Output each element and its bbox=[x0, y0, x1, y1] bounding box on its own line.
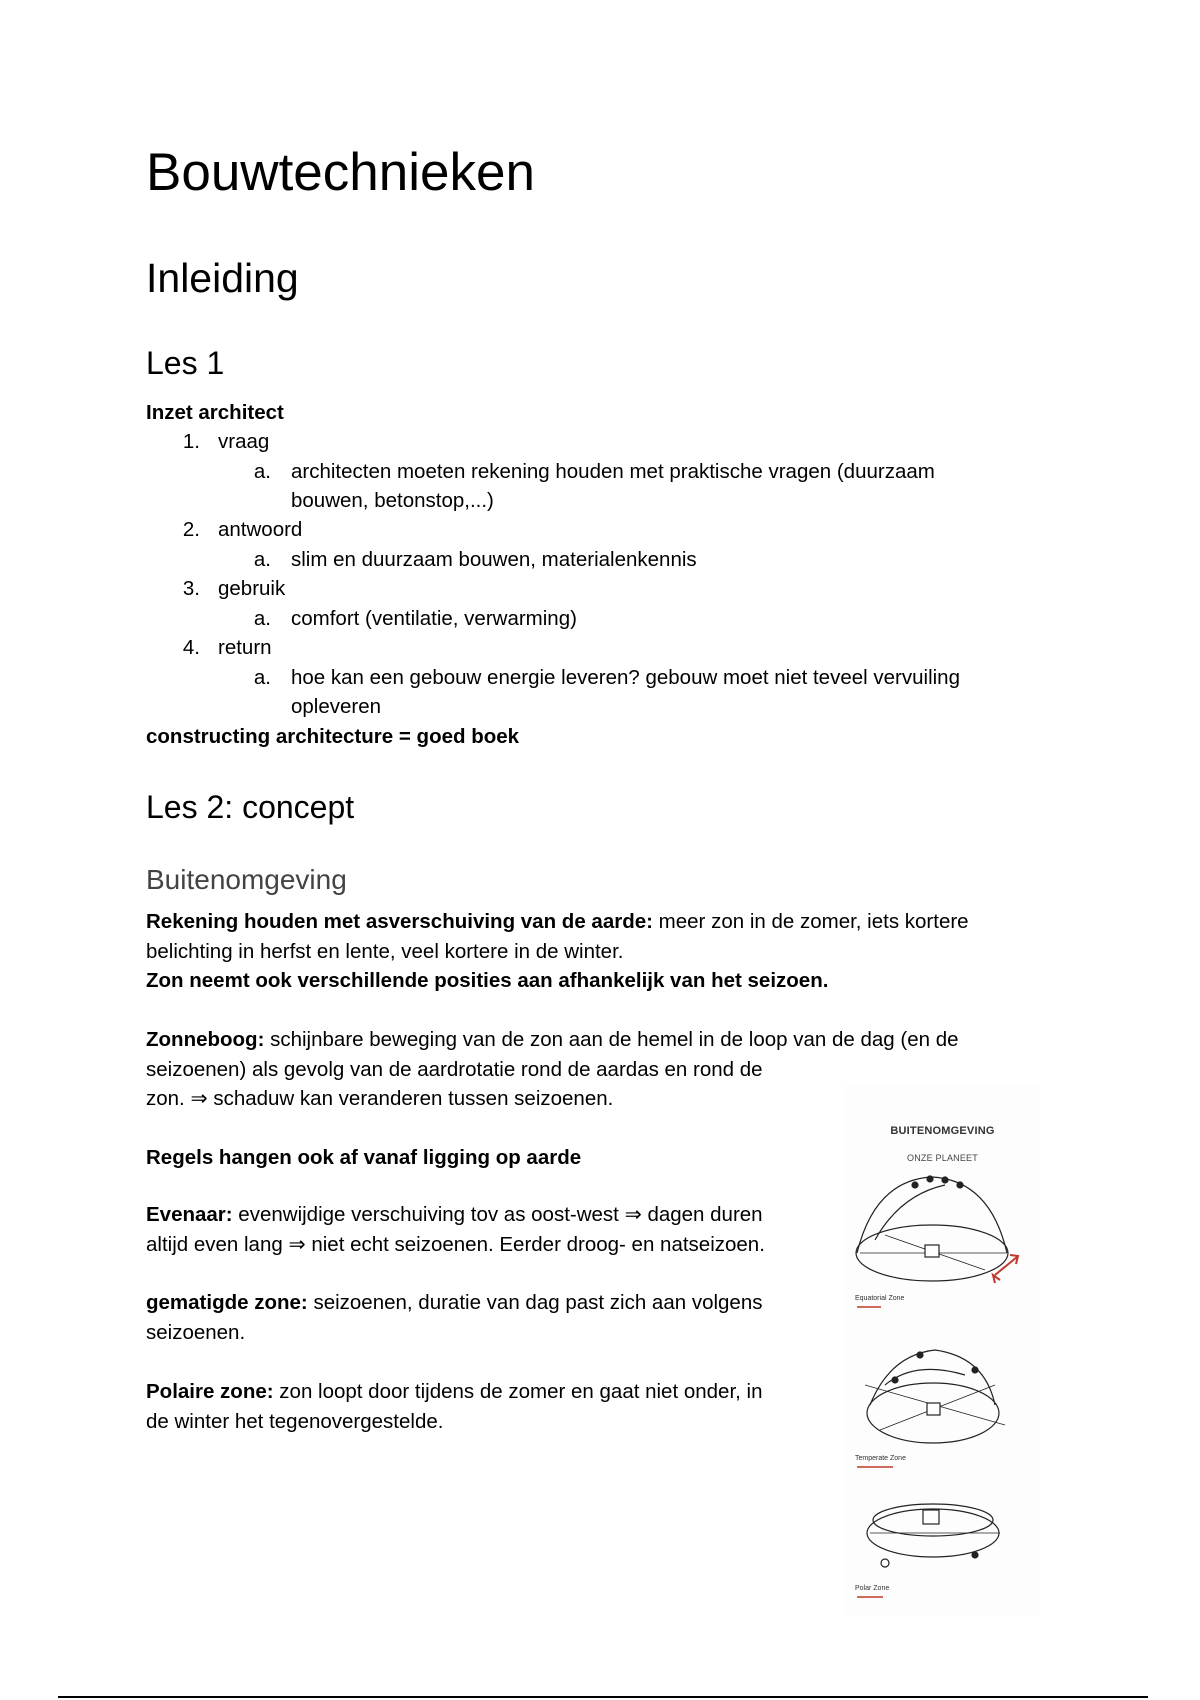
sun-path-drawings bbox=[845, 1085, 1040, 1615]
list-subitem: comfort (ventilatie, verwarming) bbox=[291, 607, 577, 630]
paragraph-zonneboog bbox=[146, 1025, 959, 1114]
zone-label-temperate: Temperate Zone bbox=[855, 1455, 906, 1462]
paragraph-gematigde-zone bbox=[146, 1288, 762, 1347]
subheading-buitenomgeving: Buitenomgeving bbox=[146, 864, 347, 895]
sun-path-figure bbox=[845, 1085, 1040, 1615]
equatorial-diagram bbox=[856, 1176, 1018, 1283]
document-title: Bouwtechnieken bbox=[146, 143, 535, 202]
bold-term: Evenaar: bbox=[146, 1203, 233, 1226]
bold-term: gematigde zone: bbox=[146, 1291, 308, 1314]
paragraph-text: meer zon in de zomer, iets kortere bbox=[652, 910, 969, 933]
subheading-inzet-architect: Inzet architect bbox=[146, 401, 284, 424]
paragraph-text: schijnbare beweging van de zon aan de hemel in de loop van de dag (en de bbox=[264, 1028, 959, 1051]
paragraph-text: altijd even lang ⇒ niet echt seizoenen. Eerder droog- en natseizoen. bbox=[146, 1232, 765, 1256]
figure-title: BUITENOMGEVING bbox=[890, 1125, 995, 1137]
bold-term: Polaire zone: bbox=[146, 1380, 274, 1403]
paragraph-text: zon. ⇒ schaduw kan veranderen tussen seizoenen. bbox=[146, 1087, 614, 1110]
paragraph-polaire-zone bbox=[146, 1377, 763, 1436]
page-bottom-rule bbox=[58, 1696, 1148, 1698]
bold-term: Zonneboog: bbox=[146, 1028, 265, 1051]
paragraph-text: evenwijdige verschuiving tov as oost-west ⇒ dagen duren bbox=[232, 1203, 763, 1226]
list-letter: a. bbox=[253, 460, 271, 483]
list-number: 3. bbox=[182, 577, 200, 600]
list-letter: a. bbox=[253, 607, 271, 630]
bold-term: Rekening houden met asverschuiving van de aarde: bbox=[146, 910, 653, 933]
section-heading-inleiding: Inleiding bbox=[146, 255, 299, 301]
list-item: gebruik bbox=[218, 577, 286, 600]
zone-label-equatorial: Equatorial Zone bbox=[855, 1295, 905, 1302]
paragraph-text: de winter het tegenovergestelde. bbox=[146, 1409, 444, 1433]
list-item: vraag bbox=[218, 430, 270, 453]
paragraph-asverschuiving bbox=[146, 907, 969, 996]
list-subitem: architecten moeten rekening houden met praktische vragen (duurzaam bbox=[291, 460, 935, 483]
book-recommendation: constructing architecture = goed boek bbox=[146, 725, 520, 748]
list-letter: a. bbox=[253, 666, 271, 689]
list-number: 4. bbox=[182, 636, 200, 659]
bold-statement: Regels hangen ook af vanaf ligging op aarde bbox=[146, 1146, 582, 1169]
list-subitem: hoe kan een gebouw energie leveren? gebouw moet niet teveel vervuiling bbox=[291, 666, 960, 689]
polar-diagram bbox=[867, 1504, 1000, 1567]
temperate-diagram bbox=[865, 1350, 1005, 1443]
list-letter: a. bbox=[253, 548, 271, 571]
paragraph-text: seizoenen, duratie van dag past zich aan volgens bbox=[307, 1291, 763, 1314]
list-subitem-continued: bouwen, betonstop,...) bbox=[291, 489, 494, 512]
paragraph-text: seizoenen. bbox=[146, 1320, 246, 1344]
list-number: 1. bbox=[182, 430, 200, 453]
paragraph-text: seizoenen) als gevolg van de aardrotatie rond de aardas en rond de bbox=[146, 1057, 763, 1081]
heading-les-2: Les 2: concept bbox=[146, 789, 355, 825]
heading-les-1: Les 1 bbox=[146, 345, 225, 381]
list-item: antwoord bbox=[218, 518, 303, 541]
paragraph-evenaar bbox=[146, 1200, 765, 1259]
zone-label-polar: Polar Zone bbox=[855, 1585, 890, 1592]
paragraph-text: belichting in herfst en lente, veel kortere in de winter. bbox=[146, 939, 624, 963]
bold-statement: Zon neemt ook verschillende posities aan afhankelijk van het seizoen. bbox=[146, 969, 829, 992]
list-subitem: slim en duurzaam bouwen, materialenkennis bbox=[291, 548, 697, 571]
list-subitem-continued: opleveren bbox=[291, 695, 382, 718]
list-number: 2. bbox=[182, 518, 200, 541]
paragraph-text: zon loopt door tijdens de zomer en gaat niet onder, in bbox=[273, 1380, 763, 1403]
figure-subtitle: ONZE PLANEET bbox=[907, 1153, 978, 1163]
paragraph-regels bbox=[146, 1143, 581, 1173]
list-item: return bbox=[218, 636, 272, 659]
